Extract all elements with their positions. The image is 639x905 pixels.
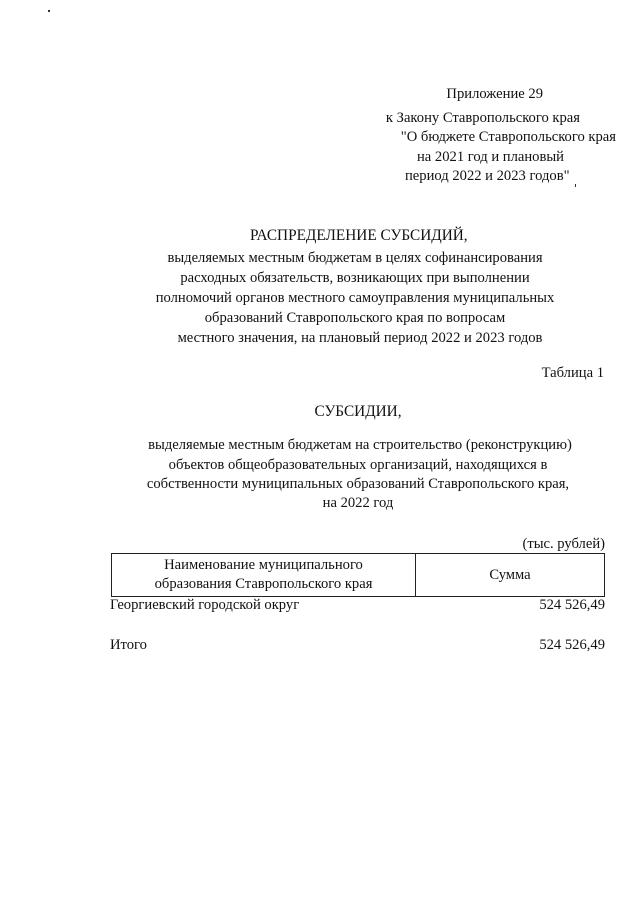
units-label: (тыс. рублей) <box>522 536 605 552</box>
subtitle-line3: собственности муниципальных образований Ставропольского края, <box>146 476 570 492</box>
table-label: Таблица 1 <box>541 365 604 381</box>
municipality-name: Георгиевский городской округ <box>110 597 300 613</box>
document-title: РАСПРЕДЕЛЕНИЕ СУБСИДИЙ, <box>250 227 468 244</box>
scan-speck <box>48 10 50 12</box>
column-header-name <box>112 554 416 597</box>
title-line3: полномочий органов местного самоуправления муниципальных <box>155 290 555 306</box>
subtitle-line4: на 2022 год <box>322 495 394 511</box>
law-reference-line4: период 2022 и 2023 годов" <box>405 168 570 184</box>
appendix-number: Приложение 29 <box>446 86 543 102</box>
law-reference-line2: "О бюджете Ставропольского края <box>400 129 616 145</box>
scan-speck <box>575 184 576 187</box>
total-amount: 524 526,49 <box>539 637 605 653</box>
subtitle-line1: выделяемые местным бюджетам на строительство (реконструкцию) <box>148 437 572 453</box>
column-header-amount: Сумма <box>416 554 605 597</box>
column-header-name-line2: образования Ставропольского края <box>154 576 373 592</box>
title-line4: образований Ставропольского края по вопросам <box>204 310 506 326</box>
title-line5: местного значения, на плановый период 2022 и 2023 годов <box>177 330 543 346</box>
total-label: Итого <box>110 637 147 653</box>
column-header-name-line1: Наименование муниципального <box>164 557 363 573</box>
subtitle-line2: объектов общеобразовательных организаций, находящихся в <box>168 457 548 473</box>
law-reference-line1: к Закону Ставропольского края <box>385 110 580 126</box>
title-line2: расходных обязательств, возникающих при выполнении <box>180 270 530 286</box>
law-reference-line3: на 2021 год и плановый <box>417 149 564 165</box>
municipality-amount: 524 526,49 <box>539 597 605 613</box>
subsidy-table-header <box>111 553 605 597</box>
subtitle: СУБСИДИИ, <box>314 403 402 420</box>
title-line1: выделяемых местным бюджетам в целях софинансирования <box>167 250 543 266</box>
